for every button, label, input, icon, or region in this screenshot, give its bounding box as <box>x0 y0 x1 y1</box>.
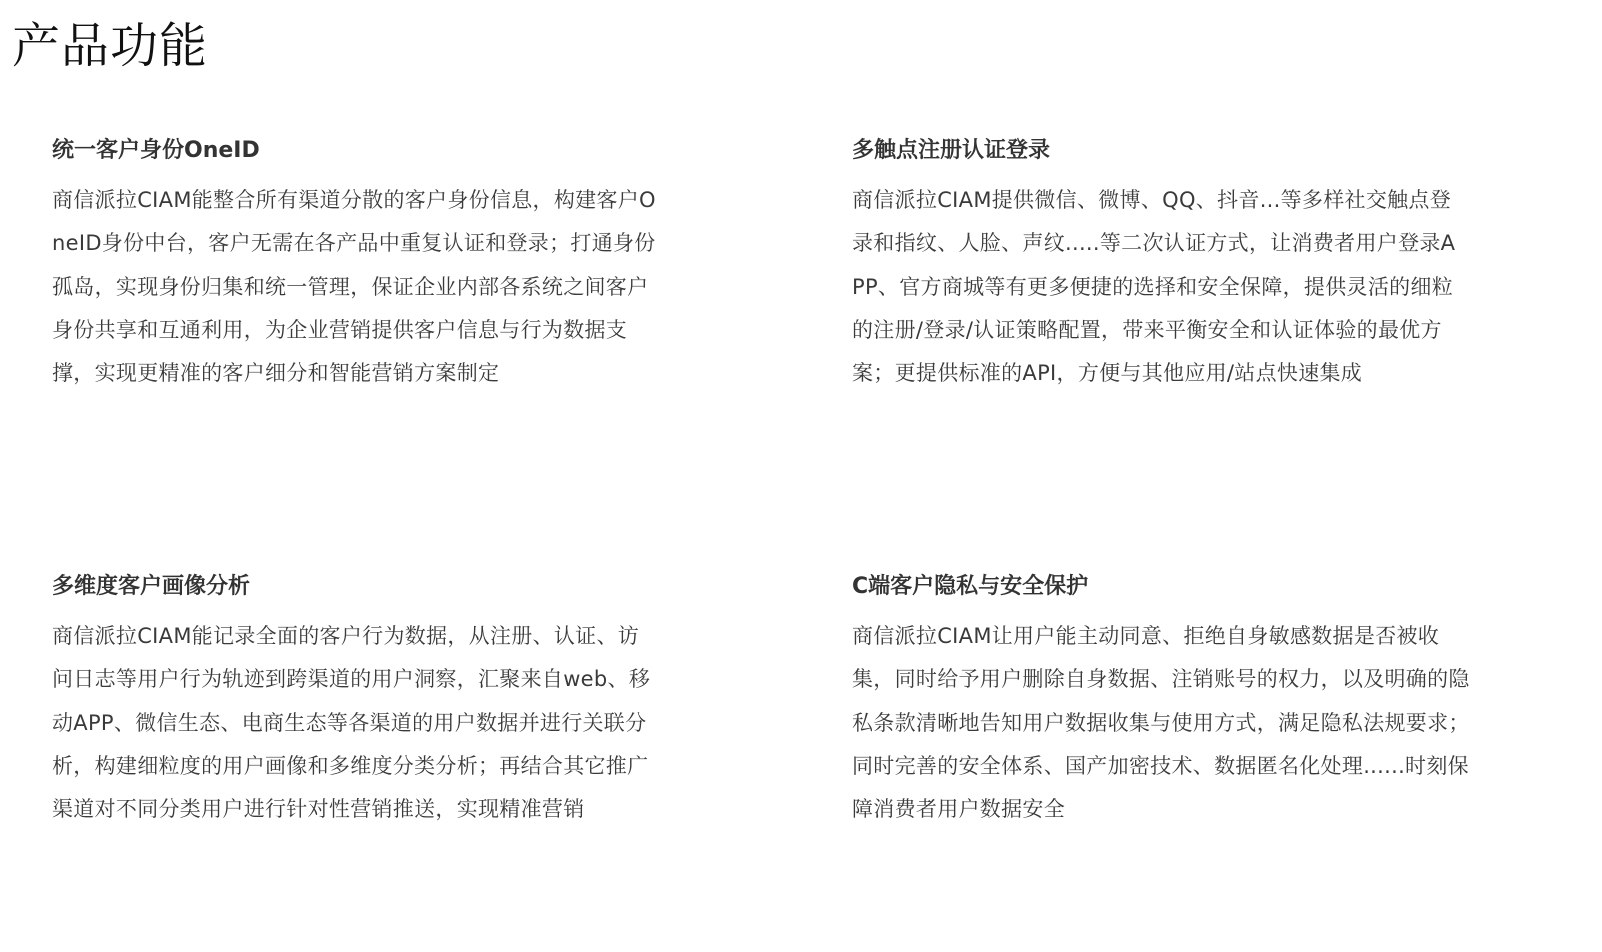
feature-card-oneid <box>52 137 656 395</box>
feature-description: 商信派拉CIAM让用户能主动同意、拒绝自身敏感数据是否被收集，同时给予用户删除自身数据、注销账号的权力，以及明确的隐私条款清晰地告知用户数据收集与使用方式，满足隐私法规要求；同时完善的安全体系、国产加密技术、数据匿名化处理......时刻保障消费者用户数据安全 <box>852 624 1470 822</box>
feature-card-customer-profile-analysis <box>52 573 656 831</box>
feature-card-multi-touchpoint-login <box>852 137 1464 395</box>
feature-description: 商信派拉CIAM能整合所有渠道分散的客户身份信息，构建客户OneID身份中台，客户无需在各产品中重复认证和登录；打通身份孤岛，实现身份归集和统一管理，保证企业内部各系统之间客户身份共享和互通利用，为企业营销提供客户信息与行为数据支撑，实现更精准的客户细分和智能营销方案制定 <box>52 188 656 386</box>
feature-title: C端客户隐私与安全保护 <box>852 574 1089 599</box>
feature-card-privacy-security <box>852 573 1480 831</box>
feature-title: 多维度客户画像分析 <box>52 574 251 599</box>
feature-description: 商信派拉CIAM能记录全面的客户行为数据，从注册、认证、访问日志等用户行为轨迹到跨渠道的用户洞察，汇聚来自web、移动APP、微信生态、电商生态等各渠道的用户数据并进行关联分析，构建细粒度的用户画像和多维度分类分析；再结合其它推广渠道对不同分类用户进行针对性营销推送，实现精准营销 <box>52 624 651 822</box>
page-title: 产品功能 <box>12 18 209 74</box>
feature-title: 统一客户身份OneID <box>52 138 260 163</box>
feature-description: 商信派拉CIAM提供微信、微博、QQ、抖音...等多样社交触点登录和指纹、人脸、声纹.....等二次认证方式，让消费者用户登录APP、官方商城等有更多便捷的选择和安全保障，提供灵活的细粒的注册/登录/认证策略配置，带来平衡安全和认证体验的最优方案；更提供标准的API，方便与其他应用/站点快速集成 <box>852 188 1456 386</box>
feature-title: 多触点注册认证登录 <box>852 138 1051 163</box>
